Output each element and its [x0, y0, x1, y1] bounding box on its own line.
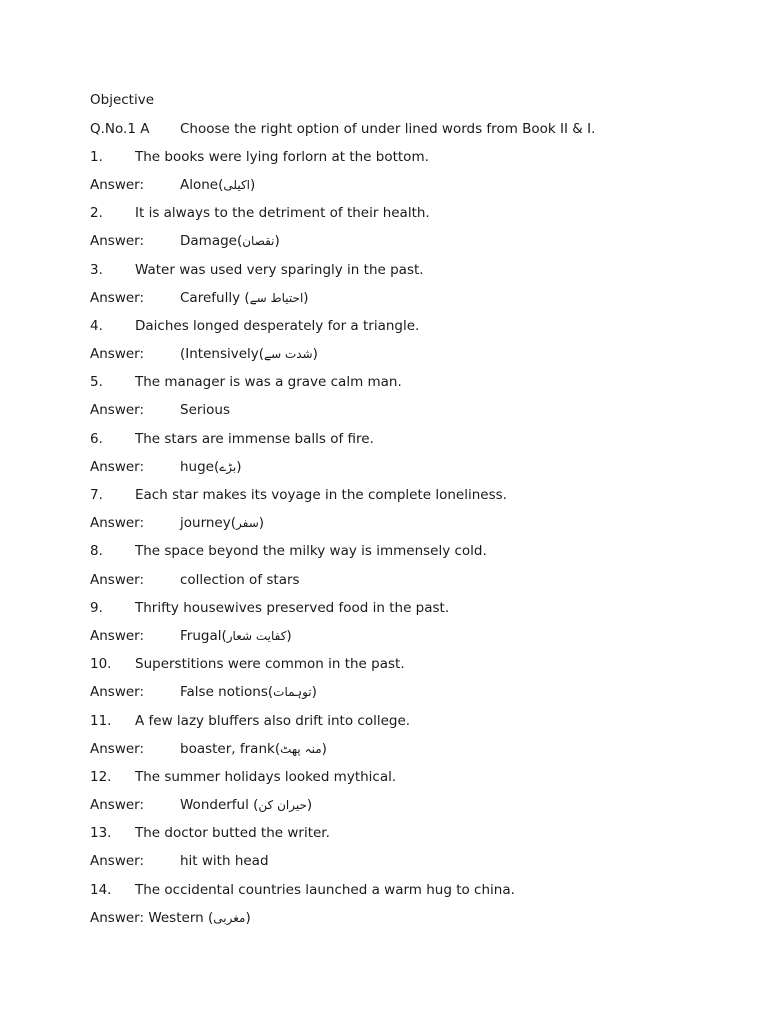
answer-line	[90, 174, 730, 202]
question-item	[90, 428, 730, 456]
answer-close-paren: )	[306, 797, 313, 814]
answer-label: Answer:	[90, 176, 145, 193]
answer-close-paren: )	[258, 515, 265, 532]
question-item	[90, 879, 730, 907]
answer-line	[90, 230, 730, 258]
answer-label: Answer:	[90, 346, 145, 363]
item-number: 8.	[90, 543, 103, 560]
answer-english: boaster, frank(	[180, 740, 281, 757]
question-item	[90, 766, 730, 794]
question-item	[90, 540, 730, 568]
answer-label: Answer:	[90, 684, 145, 701]
answer-close-paren: )	[245, 909, 251, 926]
answer-label: Answer:	[90, 402, 145, 419]
answer-english: Frugal(	[180, 627, 227, 644]
question-item	[90, 710, 730, 738]
item-sentence: Superstitions were common in the past.	[135, 656, 405, 673]
answer-line	[90, 512, 730, 540]
answer-label: Answer:	[90, 853, 145, 870]
answer-urdu: نقصان	[242, 234, 275, 249]
answer-urdu: سفر	[236, 516, 259, 531]
answer-english: huge(	[180, 458, 220, 475]
question-item	[90, 597, 730, 625]
answer-label: Answer:	[90, 627, 145, 644]
item-number: 9.	[90, 599, 103, 616]
answer-close-paren: )	[303, 289, 309, 306]
item-sentence: It is always to the detriment of their health.	[135, 205, 430, 222]
answer-urdu: کفایت شعار	[226, 628, 287, 643]
item-number: 5.	[90, 374, 103, 391]
answer-english: Wonderful (	[180, 797, 259, 814]
item-sentence: The occidental countries launched a warm hug to china.	[135, 881, 515, 898]
answer-urdu: بڑے	[219, 459, 237, 474]
item-sentence: Water was used very sparingly in the past.	[135, 261, 424, 278]
answer-english: Damage(	[180, 233, 243, 250]
answer-label: Answer:	[90, 458, 145, 475]
answer-english: hit with head	[180, 853, 269, 870]
item-number: 13.	[90, 825, 112, 842]
item-number: 7.	[90, 487, 103, 504]
question-item	[90, 259, 730, 287]
answer-urdu: اکیلی	[223, 177, 251, 192]
answer-line	[90, 625, 730, 653]
question-item	[90, 202, 730, 230]
answer-line	[90, 399, 730, 427]
item-number: 12.	[90, 768, 112, 785]
answer-urdu: شدت سے	[264, 347, 313, 362]
item-number: 10.	[90, 656, 112, 673]
answer-english: False notions(	[180, 684, 274, 701]
answer-prefix: Answer: Western (	[90, 909, 214, 926]
item-sentence: The doctor butted the writer.	[135, 825, 330, 842]
item-sentence: The manager is was a grave calm man.	[135, 374, 402, 391]
item-sentence: The stars are immense balls of fire.	[135, 430, 374, 447]
item-number: 11.	[90, 712, 112, 729]
answer-close-paren: )	[236, 458, 242, 475]
answer-close-paren: )	[311, 684, 317, 701]
heading: Objective	[90, 92, 155, 108]
answer-urdu: مغربی	[213, 910, 246, 925]
document-page	[90, 89, 730, 935]
item-sentence: A few lazy bluffers also drift into college.	[135, 712, 411, 729]
item-number: 1.	[90, 148, 103, 165]
item-sentence: Daiches longed desperately for a triangle.	[135, 317, 420, 334]
answer-label: Answer:	[90, 740, 145, 757]
answer-label: Answer:	[90, 797, 145, 814]
answer-label: Answer:	[90, 515, 145, 532]
item-sentence: The space beyond the milky way is immensely cold.	[135, 543, 487, 560]
answer-urdu: منہ پھٹ	[280, 741, 322, 756]
answer-line	[90, 907, 730, 935]
question-item	[90, 146, 730, 174]
answer-english: Alone(	[180, 176, 224, 193]
question-item	[90, 315, 730, 343]
answer-close-paren: )	[321, 740, 327, 757]
question-item	[90, 484, 730, 512]
item-number: 6.	[90, 430, 103, 447]
item-sentence: The books were lying forlorn at the bottom.	[135, 148, 429, 165]
item-number: 3.	[90, 261, 103, 278]
answer-line	[90, 738, 730, 766]
item-sentence: The summer holidays looked mythical.	[135, 768, 397, 785]
question-item	[90, 653, 730, 681]
item-sentence: Thrifty housewives preserved food in the past.	[135, 599, 450, 616]
question-line	[90, 118, 730, 146]
answer-english: Serious	[180, 402, 231, 419]
answer-english: journey(	[180, 515, 236, 532]
item-number: 4.	[90, 317, 103, 334]
question-text: Choose the right option of under lined words from Book II & I.	[180, 120, 596, 137]
answer-label: Answer:	[90, 289, 145, 306]
answer-close-paren: )	[274, 233, 280, 250]
item-number: 2.	[90, 205, 103, 222]
question-label: Q.No.1 A	[90, 120, 150, 137]
answer-line	[90, 850, 730, 878]
answer-close-paren: )	[250, 176, 256, 193]
question-item	[90, 371, 730, 399]
answer-line	[90, 681, 730, 709]
answer-label: Answer:	[90, 233, 145, 250]
answer-label: Answer:	[90, 571, 145, 588]
answer-line	[90, 287, 730, 315]
qa-list	[90, 146, 730, 935]
answer-urdu: حیران کن	[258, 798, 307, 813]
answer-english: collection of stars	[180, 571, 300, 588]
answer-line	[90, 456, 730, 484]
answer-close-paren: )	[312, 346, 318, 363]
answer-urdu: احتیاط سے	[249, 290, 304, 305]
answer-urdu: توہمات	[273, 685, 312, 700]
item-sentence: Each star makes its voyage in the complete loneliness.	[135, 487, 507, 504]
answer-line	[90, 343, 730, 371]
item-number: 14.	[90, 881, 112, 898]
answer-close-paren: )	[286, 627, 292, 644]
answer-english: Carefully (	[180, 289, 250, 306]
answer-english: (Intensively(	[180, 346, 265, 363]
answer-line	[90, 569, 730, 597]
answer-line	[90, 794, 730, 822]
question-item	[90, 822, 730, 850]
